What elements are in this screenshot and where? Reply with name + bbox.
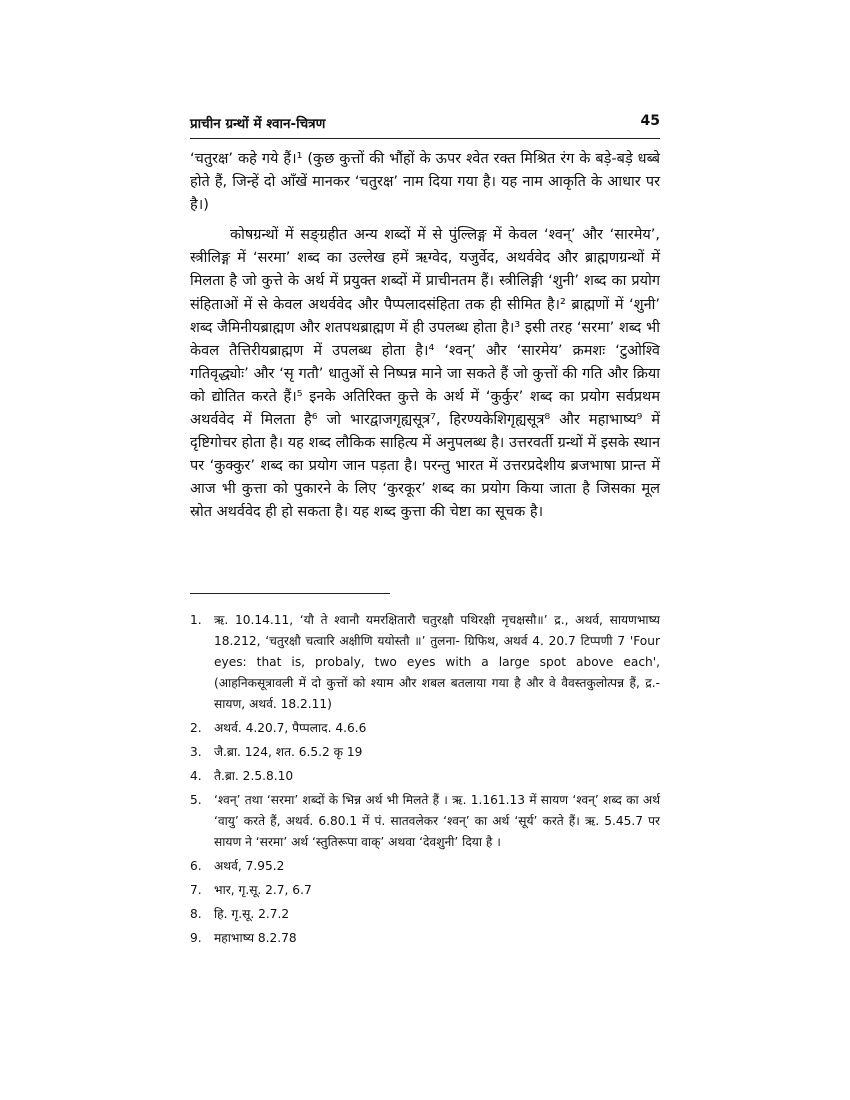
footnote-text: महाभाष्य 8.2.78 <box>214 931 297 945</box>
footnote-text: हि. गृ.सू. 2.7.2 <box>214 907 290 921</box>
footnote-number: 6. <box>190 859 202 873</box>
footnote <box>190 880 660 901</box>
footnote-text: अथर्व. 4.20.7, पैप्पलाद. 4.6.6 <box>214 721 367 735</box>
footnote <box>190 856 660 877</box>
footnote-text: तै.ब्रा. 2.5.8.10 <box>214 769 294 783</box>
footnote-divider <box>190 593 390 594</box>
footnote-number: 8. <box>190 907 202 921</box>
footnote-number: 4. <box>190 769 202 783</box>
footnote-number: 3. <box>190 745 202 759</box>
footnote-text: भार, गृ.सू. 2.7, 6.7 <box>214 883 312 897</box>
footnote <box>190 610 660 715</box>
footnote-text: अथर्व, 7.95.2 <box>214 859 285 873</box>
footnote-number: 2. <box>190 721 202 735</box>
footnote-number: 1. <box>190 613 202 627</box>
footnote <box>190 742 660 763</box>
footnote-text: जै.ब्रा. 124, शत. 6.5.2 कृ 19 <box>214 745 363 759</box>
footnote <box>190 790 660 853</box>
footnote-text: ‘श्वन्’ तथा ‘सरमा’ शब्दों के भिन्न अर्थ भी मिलते हैं । ऋ. 1.161.13 में सायण ‘श्वन्’ शब्द का अर्थ ‘वायु’ करते हैं, अथर्व. 6.80.1 में पं. सातवलेकर ‘श्वन्’ का अर्थ ‘सूर्य’ करते हैं। ऋ. 5.45.7 पर सायण ने ‘सरमा’ अर्थ ‘स्तुतिरूपा वाक्’ अथवा ‘देवशुनी’ दिया है । <box>214 793 660 849</box>
paragraph: कोषग्रन्थों में सङ्ग्रहीत अन्य शब्दों में से पुंल्लिङ्ग में केवल ‘श्वन्’ और ‘सारमेय’, स्त्रीलिङ्ग में ‘सरमा’ शब्द का उल्लेख हमें ऋग्वेद, यजुर्वेद, अथर्ववेद और ब्राह्मणग्रन्थों में मिलता है जो कुत्ते के अर्थ में प्रयुक्त शब्दों में प्राचीनतम हैं। स्त्रीलिङ्गी ‘शुनी’ शब्द का प्रयोग संहिताओं में से केवल अथर्ववेद और पैप्पलादसंहिता तक ही सीमित है।² ब्राह्मणों में ‘शुनी’ शब्द जैमिनीयब्राह्मण और शतपथब्राह्मण में ही उपलब्ध होता है।³ इसी तरह ‘सरमा’ शब्द भी केवल तैत्तिरीयब्राह्मण में उपलब्ध होता है।⁴ ‘श्वन्’ और ‘सारमेय’ क्रमशः ‘टुओश्वि गतिवृद्ध्योः’ और ‘सृ गतौ’ धातुओं से निष्पन्न माने जा सकते हैं जो कुत्तों की गति और क्रिया को द्योतित करते हैं।⁵ इनके अतिरिक्त कुत्ते के अर्थ में ‘कुर्कुर’ शब्द का प्रयोग सर्वप्रथम अथर्ववेद में मिलता है⁶ जो भारद्वाजगृह्यसूत्र⁷, हिरण्यकेशिगृह्यसूत्र⁸ और महाभाष्य⁹ में दृष्टिगोचर होता है। यह शब्द लौकिक साहित्य में अनुपलब्ध है। उत्तरवर्ती ग्रन्थों में इसके स्थान पर ‘कुक्कुर’ शब्द का प्रयोग जान पड़ता है। परन्तु भारत में उत्तरप्रदेशीय ब्रजभाषा प्रान्त में आज भी कुत्ता को पुकारने के लिए ‘कुरकूर’ शब्द का प्रयोग किया जाता है जिसका मूल स्रोत अथर्ववेद ही हो सकता है। यह शब्द कुत्ता की चेष्टा का सूचक है। <box>190 227 660 521</box>
paragraph: ‘चतुरक्ष’ कहे गये हैं।¹ (कुछ कुत्तों की भौंहों के ऊपर श्वेत रक्त मिश्रित रंग के बड़े-बड़े धब्बे होते हैं, जिन्हें दो आँखें मानकर ‘चतुरक्ष’ नाम दिया गया है। यह नाम आकृति के आधार पर है।) <box>190 151 660 214</box>
page-number: 45 <box>640 113 660 129</box>
page-header <box>190 112 660 139</box>
footnote-text: ऋ. 10.14.11, ‘यौ ते श्वानौ यमरक्षितारौ चतुरक्षौ पथिरक्षी नृचक्षसौ॥’ द्र., अथर्व, सायणभाष्य 18.212, ‘चतुरक्षौ चत्वारि अक्षीणि ययोस्तौ ॥’ तुलना- ग्रिफिथ, अथर्व 4. 20.7 टिप्पणी 7 'Four eyes: that is, probaly, two eyes with a large spot above each', (आहनिकसूत्रावली में दो कुत्तों को श्याम और शबल बतलाया गया है और वे वैवस्तकुलोत्पन्न हैं, द्र.- सायण, अथर्व. 18.2.11) <box>214 613 660 711</box>
running-title: प्राचीन ग्रन्थों में श्वान-चित्रण <box>190 116 326 132</box>
body-text <box>190 148 660 525</box>
footnote-number: 5. <box>190 793 202 807</box>
footnote-number: 9. <box>190 931 202 945</box>
footnote <box>190 928 660 949</box>
footnote <box>190 904 660 925</box>
footnote-number: 7. <box>190 883 202 897</box>
footnote <box>190 718 660 739</box>
footnotes-list <box>190 610 660 952</box>
footnote <box>190 766 660 787</box>
